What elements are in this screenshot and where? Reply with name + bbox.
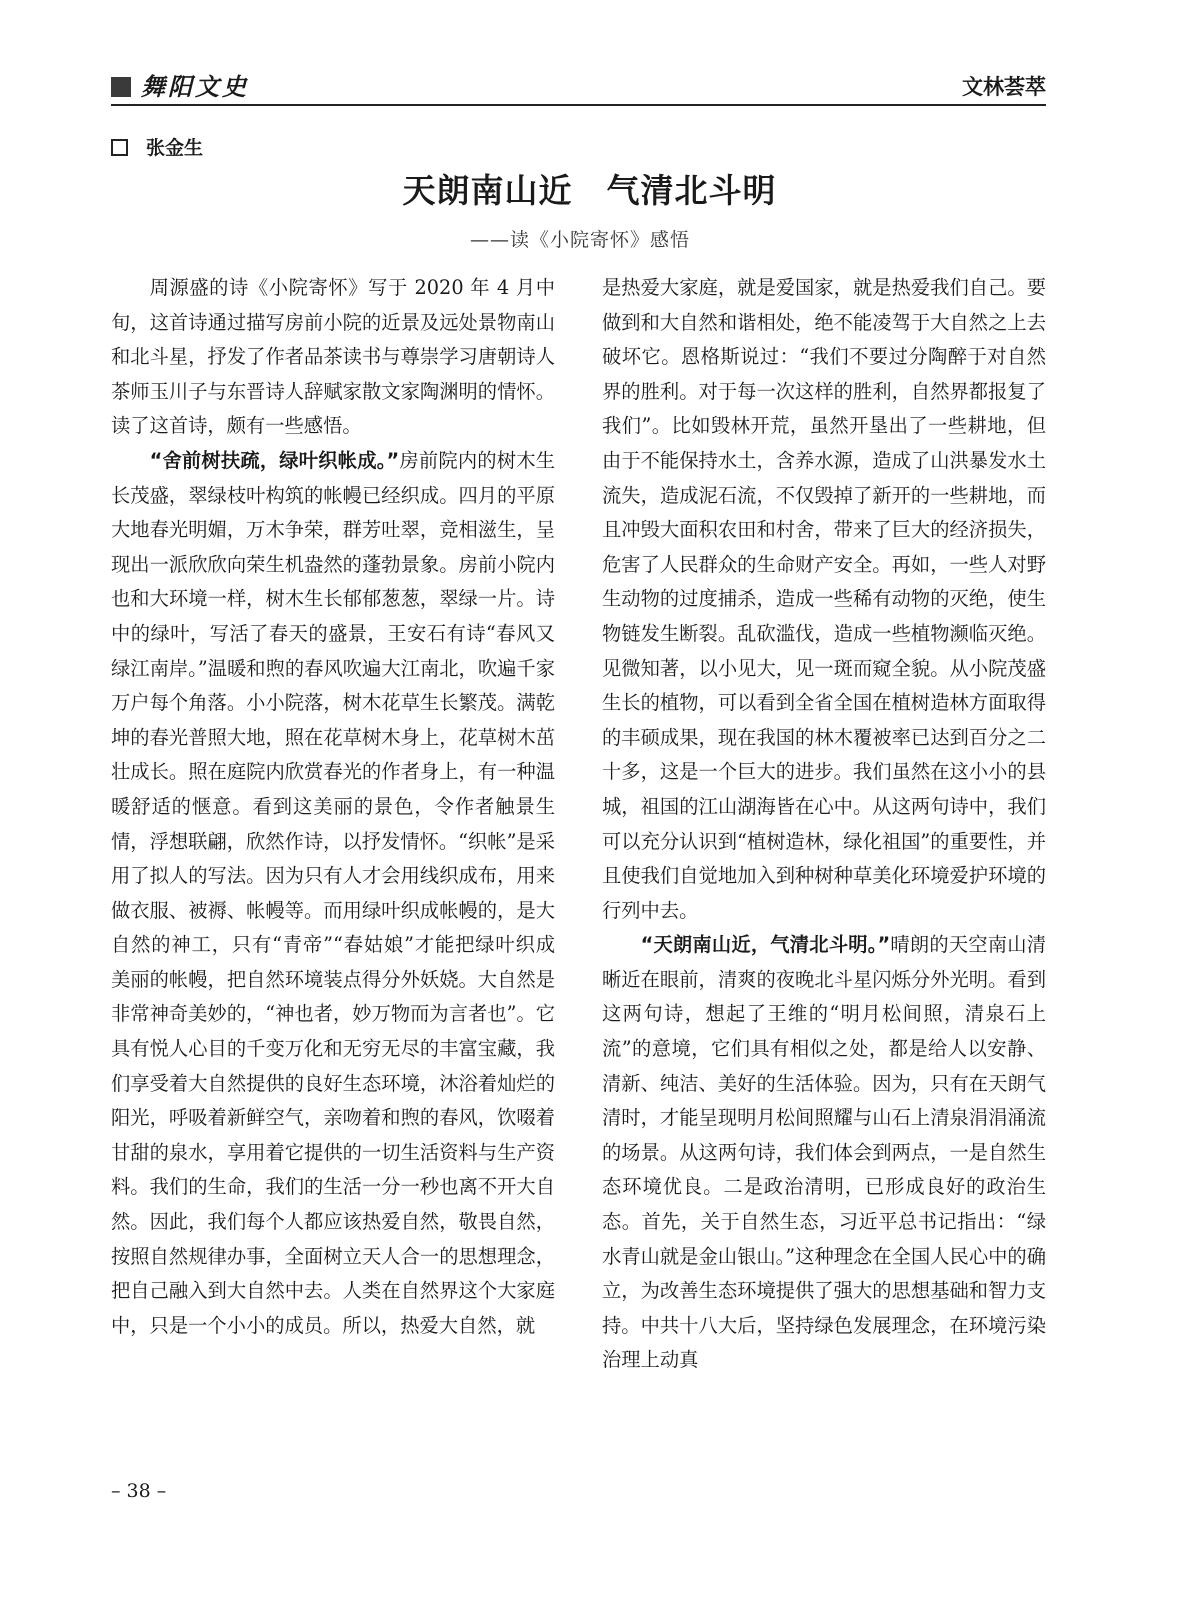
article-title: 天朗南山近 气清北斗明 — [402, 171, 777, 210]
poem-line-highlight: “天朗南山近，气清北斗明。” — [640, 933, 891, 957]
article-subtitle: ——读《小院寄怀》感悟 — [470, 229, 691, 251]
paragraph — [602, 928, 1046, 1378]
paragraph: 是热爱大家庭，就是爱国家，就是热爱我们自己。要做到和大自然和谐相处，绝不能凌驾于大自然之上去破坏它。恩格斯说过：“我们不要过分陶醉于对自然界的胜利。对于每一次这样的胜利，自然界都报复了我们”。比如毁林开荒，虽然开垦出了一些耕地，但由于不能保持水土，含养水源，造成了山洪暴发水土流失，造成泥石流，不仅毁掉了新开的一些耕地，而且冲毁大面积农田和村舍，带来了巨大的经济损失，危害了人民群众的生命财产安全。再如，一些人对野生动物的过度捕杀，造成一些稀有动物的灭绝，使生物链发生断裂。乱砍滥伐，造成一些植物濒临灭绝。见微知著，以小见大，见一斑而窥全貌。从小院茂盛生长的植物，可以看到全省全国在植树造林方面取得的丰硕成果，现在我国的林木覆被率已达到百分之二十多，这是一个巨大的进步。我们虽然在这小小的县城，祖国的江山湖海皆在心中。从这两句诗中，我们可以充分认识到“植树造林，绿化祖国”的重要性，并且使我们自觉地加入到种树种草美化环境爱护环境的行列中去。 — [602, 276, 1046, 922]
page-number: – 38 – — [111, 1480, 167, 1502]
paragraph: 周源盛的诗《小院寄怀》写于 2020 年 4 月中旬，这首诗通过描写房前小院的近景及远处景物南山和北斗星，抒发了作者品茶读书与尊崇学习唐朝诗人茶师玉川子与东晋诗人辞赋家散文家陶渊明的情怀。读了这首诗，颇有一些感悟。 — [111, 276, 555, 438]
right-column — [602, 271, 1046, 1378]
paragraph-text: 晴朗的天空南山清晰近在眼前，清爽的夜晚北斗星闪烁分外光明。看到这两句诗，想起了王维的“明月松间照，清泉石上流”的意境，它们具有相似之处，都是给人以安静、清新、纯洁、美好的生活体验。因为，只有在天朗气清时，才能呈现明月松间照耀与山石上清泉涓涓涌流的场景。从这两句诗，我们体会到两点，一是自然生态环境优良。二是政治清明，已形成良好的政治生态。首先，关于自然生态，习近平总书记指出：“绿水青山就是金山银山。”这种理念在全国人民心中的确立，为改善生态环境提供了强大的思想基础和智力支持。中共十八大后，坚持绿色发展理念，在环境污染治理上动真 — [602, 933, 1047, 1372]
header-rule — [111, 104, 1046, 106]
poem-line-highlight: “舍前树扶疏，绿叶织帐成。” — [149, 448, 400, 472]
section-name: 文林荟萃 — [962, 75, 1046, 99]
paragraph — [111, 444, 555, 1343]
paragraph-text: 房前院内的树木生长茂盛，翠绿枝叶构筑的帐幔已经织成。四月的平原大地春光明媚，万木争荣，群芳吐翠，竞相滋生，呈现出一派欣欣向荣生机盎然的蓬勃景象。房前小院内也和大环境一样，树木生长郁郁葱葱，翠绿一片。诗中的绿叶，写活了春天的盛景，王安石有诗“春风又绿江南岸。”温暖和煦的春风吹遍大江南北，吹遍千家万户每个角落。小小院落，树木花草生长繁茂。满乾坤的春光普照大地，照在花草树木身上，花草树木茁壮成长。照在庭院内欣赏春光的作者身上，有一种温暖舒适的惬意。看到这美丽的景色，令作者触景生情，浮想联翩，欣然作诗，以抒发情怀。“织帐”是采用了拟人的写法。因为只有人才会用线织成布，用来做衣服、被褥、帐幔等。而用绿叶织成帐幔的，是大自然的神工，只有“青帝”“春姑娘”才能把绿叶织成美丽的帐幔，把自然环境装点得分外妖娆。大自然是非常神奇美妙的，“神也者，妙万物而为言者也”。它具有悦人心目的千变万化和无穷无尽的丰富宝藏，我们享受着大自然提供的良好生态环境，沐浴着灿烂的阳光，呼吸着新鲜空气，亲吻着和煦的春风，饮啜着甘甜的泉水，享用着它提供的一切生活资料与生产资料。我们的生命，我们的生活一分一秒也离不开大自然。因此，我们每个人都应该热爱自然，敬畏自然，按照自然规律办事，全面树立天人合一的思想理念，把自己融入到大自然中去。人类在自然界这个大家庭中，只是一个小小的成员。所以，热爱大自然，就 — [111, 448, 556, 1337]
journal-name: 舞阳文史 — [141, 72, 249, 101]
author-box-icon — [111, 139, 128, 156]
header-square-mark — [111, 77, 131, 97]
left-column — [111, 271, 555, 1343]
author-name: 张金生 — [146, 137, 204, 159]
